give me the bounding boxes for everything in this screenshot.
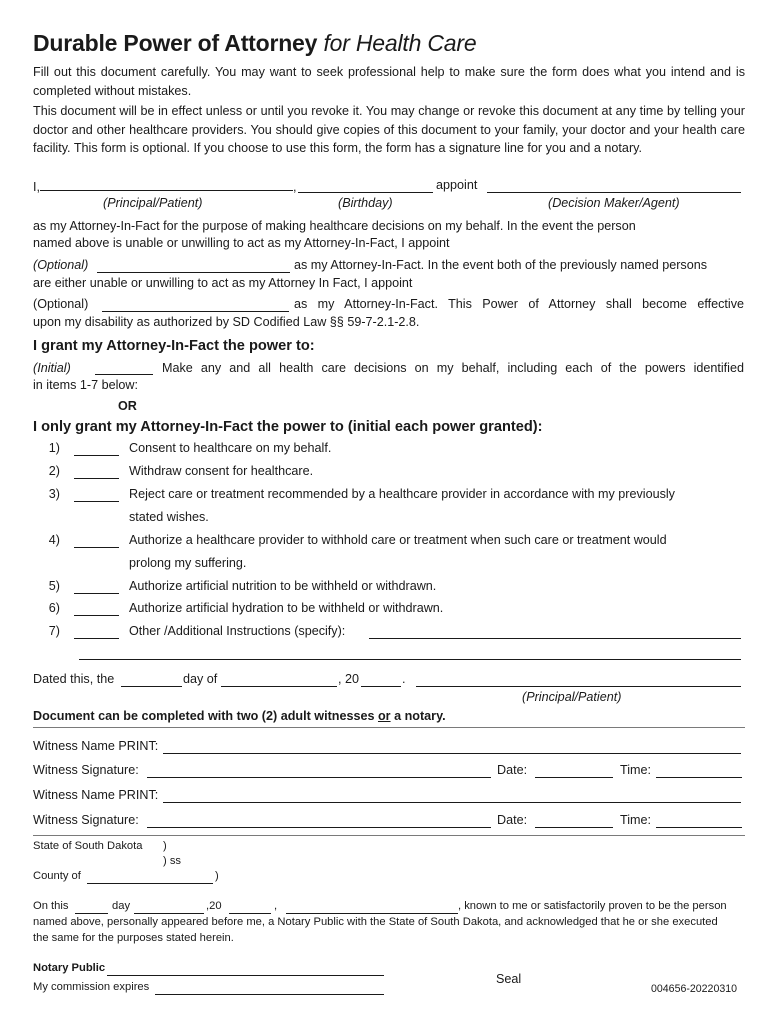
power-1-text: Consent to healthcare on my behalf.	[129, 441, 332, 455]
witness-1-date-field[interactable]	[535, 765, 613, 778]
optional-2-label: (Optional)	[33, 297, 89, 311]
witness-2-signature-field[interactable]	[147, 815, 491, 828]
power-6-text: Authorize artificial hydration to be withheld or withdrawn.	[129, 601, 444, 615]
power-2-text: Withdraw consent for healthcare.	[129, 464, 314, 478]
optional-1-continued: are either unable or unwilling to act as my Attorney In Fact, I appoint	[33, 276, 413, 290]
witness-2-date-field[interactable]	[535, 815, 613, 828]
dated-day-of: day of	[183, 672, 218, 686]
notary-year-field[interactable]	[229, 901, 271, 914]
intro-paragraph-2: This document will be in effect unless or until you revoke it. You may change or revoke this document at any time by telling your doctor and other healthcare providers. You should give copies of this document to your family, your doctor and your health care facility. This form is optional. If you choose to use this form, the form has a signature line for you and a notary.	[33, 104, 745, 155]
notary-month-field[interactable]	[134, 901, 204, 914]
witness-1-name-label: Witness Name PRINT:	[33, 739, 159, 753]
notary-county-field[interactable]	[87, 871, 213, 884]
optional-1-text: as my Attorney-In-Fact. In the event both of the previously named persons	[294, 258, 708, 272]
commission-expires-label: My commission expires	[33, 981, 150, 993]
purpose-line-2: named above is unable or unwilling to act as my Attorney-In-Fact, I appoint	[33, 236, 450, 250]
power-3-number: 3)	[48, 487, 60, 501]
dated-dot: .	[402, 672, 406, 686]
appoint-line	[33, 178, 297, 194]
principal-label: (Principal/Patient)	[103, 196, 203, 210]
witness-1-name-field[interactable]	[163, 741, 741, 754]
notary-day-label: day	[112, 900, 131, 912]
power-7-initial-field[interactable]	[74, 626, 119, 639]
notary-body-line-2: named above, personally appeared before me, a Notary Public with the State of South Dakota, and acknowledged that he or she executed	[33, 916, 718, 928]
power-3-initial-field[interactable]	[74, 489, 119, 502]
power-5-text: Authorize artificial nutrition to be withheld or withdrawn.	[129, 579, 437, 593]
notary-on-this: On this	[33, 900, 69, 912]
power-4-continued: prolong my suffering.	[129, 556, 247, 570]
dated-year-prefix: , 20	[338, 672, 360, 686]
notary-paren-1: )	[163, 840, 167, 852]
principal-name-field[interactable]	[40, 178, 293, 191]
dated-month-field[interactable]	[221, 674, 337, 687]
power-6-number: 6)	[48, 601, 60, 615]
witness-2-name-label: Witness Name PRINT:	[33, 788, 159, 802]
optional-agent-2-field[interactable]	[102, 299, 289, 312]
agent-label: (Decision Maker/Agent)	[548, 196, 680, 210]
notary-body-line-3: the same for the purposes stated herein.	[33, 932, 234, 944]
witness-1-date-label: Date:	[497, 763, 528, 777]
power-1-number: 1)	[48, 441, 60, 455]
witness-note-pre: Document can be completed with two (2) adult witnesses	[33, 709, 378, 723]
witness-2-time-label: Time:	[620, 813, 652, 827]
power-3-text: Reject care or treatment recommended by a healthcare provider in accordance with my previously	[129, 487, 675, 501]
power-4-text: Authorize a healthcare provider to withhold care or treatment when such care or treatment would	[129, 533, 667, 547]
grant-heading: I grant my Attorney-In-Fact the power to:	[33, 338, 315, 354]
agent-name-field[interactable]	[487, 180, 741, 193]
purpose-line-1: as my Attorney-In-Fact for the purpose of making healthcare decisions on my behalf. In the event the person	[33, 219, 636, 233]
notary-public-signature-field[interactable]	[107, 963, 384, 976]
witness-1-signature-label: Witness Signature:	[33, 763, 139, 777]
power-5-initial-field[interactable]	[74, 581, 119, 594]
commission-expires-field[interactable]	[155, 982, 384, 995]
form-id: 004656-20220310	[651, 983, 738, 995]
notary-person-name-field[interactable]	[286, 901, 458, 914]
initial-all-text: Make any and all health care decisions on my behalf, including each of the powers identified	[162, 361, 744, 375]
other-instructions-field[interactable]	[369, 626, 741, 639]
dated-day-field[interactable]	[121, 674, 182, 687]
power-4-initial-field[interactable]	[74, 535, 119, 548]
initial-all-label: (Initial)	[33, 361, 71, 375]
optional-1-label: (Optional)	[33, 258, 89, 272]
witness-2-name-field[interactable]	[163, 790, 741, 803]
notary-state: State of South Dakota	[33, 840, 143, 852]
notary-public-label: Notary Public	[33, 962, 106, 974]
witness-2-time-field[interactable]	[656, 815, 742, 828]
or-label: OR	[118, 399, 137, 413]
witness-1-signature-field[interactable]	[147, 765, 491, 778]
page-title	[33, 30, 476, 57]
birthday-label: (Birthday)	[338, 196, 393, 210]
notary-known-text: , known to me or satisfactorily proven to be the person	[458, 900, 727, 912]
initial-all-field[interactable]	[95, 362, 153, 375]
power-2-number: 2)	[48, 464, 60, 478]
appoint-prefix: I,	[33, 180, 40, 194]
witness-2-signature-label: Witness Signature:	[33, 813, 139, 827]
power-5-number: 5)	[48, 579, 60, 593]
birthday-field[interactable]	[298, 180, 433, 193]
title-italic: for Health Care	[323, 30, 477, 56]
power-7-text: Other /Additional Instructions (specify):	[129, 624, 346, 638]
only-grant-heading: I only grant my Attorney-In-Fact the power to (initial each power granted):	[33, 419, 543, 435]
power-6-initial-field[interactable]	[74, 603, 119, 616]
power-4-number: 4)	[48, 533, 60, 547]
optional-2-continued: upon my disability as authorized by SD Codified Law §§ 59-7-2.1-2.8.	[33, 315, 420, 329]
appoint-comma: ,	[293, 180, 297, 194]
section-divider-1	[33, 727, 745, 728]
power-1-initial-field[interactable]	[74, 443, 119, 456]
notary-county-label: County of	[33, 870, 81, 882]
notary-year-prefix: ,20	[206, 900, 222, 912]
principal-signature-label: (Principal/Patient)	[522, 690, 622, 704]
intro-paragraph-1: Fill out this document carefully. You may want to seek professional help to make sure the form does what you intend and is completed without mistakes.	[33, 65, 745, 98]
witness-2-date-label: Date:	[497, 813, 528, 827]
seal-label: Seal	[496, 972, 522, 986]
section-divider-2	[33, 835, 745, 836]
appoint-word: appoint	[436, 178, 478, 192]
witness-note	[33, 709, 446, 723]
optional-2-text: as my Attorney-In-Fact. This Power of Attorney shall become effective	[294, 297, 744, 311]
power-2-initial-field[interactable]	[74, 466, 119, 479]
witness-1-time-field[interactable]	[656, 765, 742, 778]
power-3-continued: stated wishes.	[129, 510, 209, 524]
witness-1-time-label: Time:	[620, 763, 652, 777]
power-7-number: 7)	[48, 624, 60, 638]
principal-signature-field[interactable]	[416, 674, 741, 687]
notary-comma: ,	[274, 900, 278, 912]
title-bold: Durable Power of Attorney	[33, 30, 318, 56]
notary-paren-2: )	[215, 870, 219, 882]
optional-agent-1-field[interactable]	[97, 260, 290, 273]
other-instructions-field-2[interactable]	[79, 647, 741, 660]
notary-ss: ) ss	[163, 855, 182, 867]
notary-day-field[interactable]	[75, 901, 108, 914]
witness-note-post: a notary.	[390, 709, 446, 723]
dated-year-field[interactable]	[361, 674, 401, 687]
dated-prefix: Dated this, the	[33, 672, 115, 686]
initial-all-continued: in items 1-7 below:	[33, 378, 138, 392]
witness-note-or: or	[377, 709, 391, 723]
